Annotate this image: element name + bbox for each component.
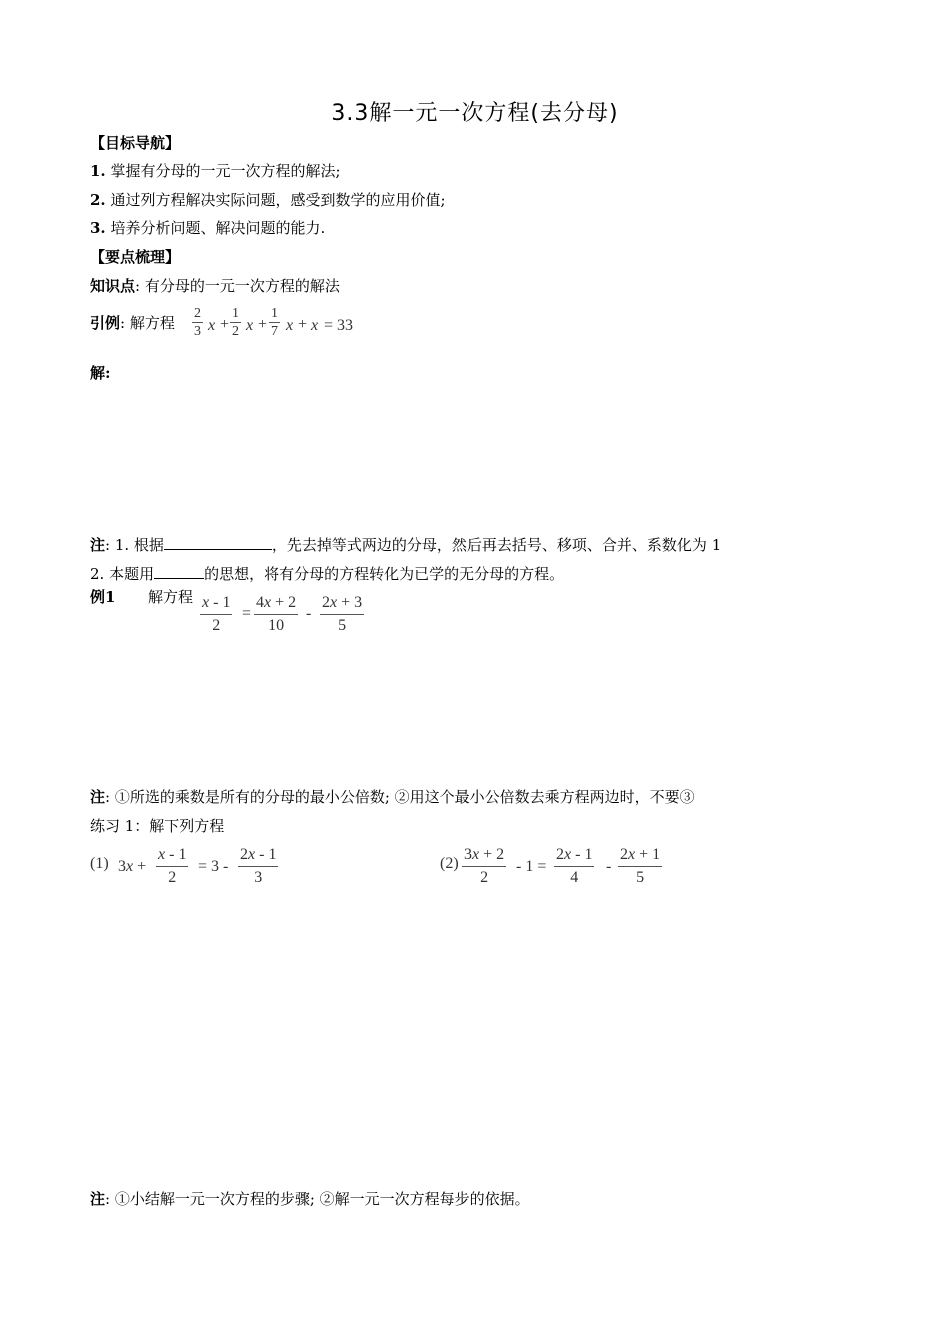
- denominator: 4: [570, 869, 579, 886]
- note-3: [90, 1188, 530, 1209]
- denominator: 2: [212, 617, 221, 634]
- example-fraction-3: [320, 592, 364, 637]
- note-text: : ①小结解一元一次方程的步骤; ②解一元一次方程每步的依据。: [105, 1190, 530, 1208]
- exercise-title: 练习 1：解下列方程: [90, 817, 225, 835]
- note-label: 注: [90, 536, 106, 554]
- exercise-1-fraction-2: [238, 844, 278, 889]
- exercise-1-lhs: 3x +: [118, 858, 147, 875]
- numerator: x - 1: [156, 844, 188, 867]
- knowledge-label: 知识点: [90, 277, 136, 295]
- numerator: 2x + 3: [320, 592, 364, 615]
- goal-item-3: [90, 217, 325, 238]
- numerator: 2: [194, 306, 201, 321]
- numerator: 4x + 2: [254, 592, 298, 615]
- numerator: 1: [232, 306, 239, 321]
- numerator: x - 1: [200, 592, 232, 615]
- plus-sign: +: [298, 316, 308, 333]
- denominator: 2: [168, 869, 177, 886]
- fill-blank[interactable]: [164, 534, 272, 550]
- numerator: 2x + 1: [618, 844, 662, 867]
- intro-fraction-1: [192, 305, 203, 340]
- denominator: 3: [194, 324, 201, 339]
- exercise-2-label: (2): [440, 855, 459, 872]
- example-1-text: 解方程: [148, 588, 194, 606]
- page-title: 3.3解一元一次方程(去分母): [331, 101, 619, 126]
- exercise-1-fraction-1: [156, 844, 188, 889]
- variable: x: [286, 317, 294, 334]
- variable: x: [311, 317, 319, 334]
- intro-fraction-2: [230, 305, 241, 340]
- example-fraction-2: [254, 592, 298, 637]
- note-text: 的思想，将有分母的方程转化为已学的无分母的方程。: [204, 565, 565, 583]
- intro-text: : 解方程: [120, 314, 175, 332]
- plus-sign: +: [220, 316, 230, 333]
- note-label: 注: [90, 788, 106, 806]
- intro-fraction-3: [269, 305, 280, 340]
- keypoints-heading: 【要点梳理】: [90, 248, 181, 266]
- goal-number: 3.: [90, 219, 106, 237]
- minus-sign: -: [306, 605, 312, 622]
- note-label: 注: [90, 1190, 106, 1208]
- goal-item-1: [90, 160, 341, 181]
- note-1-line-2: [90, 563, 564, 584]
- exercise-2-fraction-2: [554, 844, 594, 889]
- knowledge-point: [90, 275, 340, 296]
- denominator: 7: [271, 324, 278, 339]
- example-1-label: 例1: [90, 588, 116, 606]
- denominator: 2: [480, 869, 489, 886]
- exercise-1-equals: = 3 -: [198, 858, 229, 875]
- denominator: 10: [268, 617, 285, 634]
- intro-example: [90, 312, 175, 333]
- fill-blank[interactable]: [154, 563, 204, 579]
- goal-item-2: [90, 189, 446, 210]
- intro-label: 引例: [90, 314, 121, 332]
- numerator: 3x + 2: [462, 844, 506, 867]
- note-text: ，先去掉等式两边的分母，然后再去括号、移项、合并、系数化为 1: [271, 536, 722, 554]
- variable: x: [208, 317, 216, 334]
- denominator: 5: [338, 617, 347, 634]
- goal-text: 通过列方程解决实际问题，感受到数学的应用价值;: [110, 191, 446, 209]
- goal-heading: 【目标导航】: [90, 134, 181, 152]
- goal-text: 掌握有分母的一元一次方程的解法;: [110, 162, 341, 180]
- note-2: [90, 786, 695, 807]
- exercise-2-fraction-3: [618, 844, 662, 889]
- goal-number: 1.: [90, 162, 106, 180]
- note-text: : 1. 根据: [105, 536, 164, 554]
- denominator: 2: [232, 324, 239, 339]
- solution-label: 解:: [90, 364, 111, 382]
- note-text: : ①所选的乘数是所有的分母的最小公倍数; ②用这个最小公倍数去乘方程两边时，不要③: [105, 788, 695, 806]
- equation-rhs: = 33: [324, 317, 354, 334]
- denominator: 5: [636, 869, 645, 886]
- note-text: 2. 本题用: [90, 565, 155, 583]
- variable: x: [246, 317, 254, 334]
- numerator: 1: [271, 306, 278, 321]
- plus-sign: +: [258, 316, 268, 333]
- exercise-2-fraction-1: [462, 844, 506, 889]
- exercise-1-label: (1): [90, 855, 109, 872]
- numerator: 2x - 1: [554, 844, 594, 867]
- minus-sign: -: [606, 858, 612, 875]
- note-1: [90, 534, 721, 555]
- equals-sign: =: [242, 605, 252, 622]
- goal-text: 培养分析问题、解决问题的能力.: [110, 219, 326, 237]
- example-fraction-1: [200, 592, 232, 637]
- goal-number: 2.: [90, 191, 106, 209]
- exercise-2-mid: - 1 =: [516, 858, 547, 875]
- knowledge-text: : 有分母的一元一次方程的解法: [135, 277, 340, 295]
- numerator: 2x - 1: [238, 844, 278, 867]
- denominator: 3: [254, 869, 263, 886]
